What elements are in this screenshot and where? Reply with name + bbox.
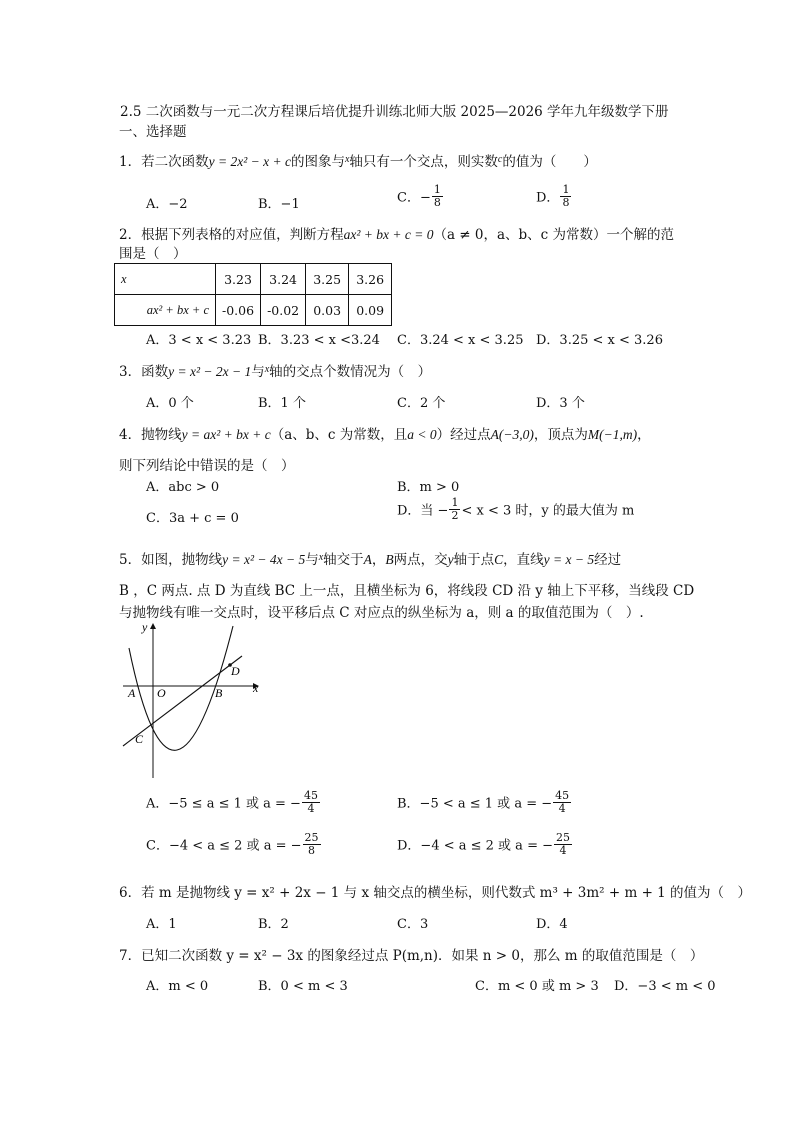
q1-option-d: D． $\frac{1}{8}$ xyxy=(536,183,570,209)
q1-option-a: A．−2 xyxy=(146,197,188,212)
q6-option-a: A．1 xyxy=(146,917,177,932)
table-cell: 3.26 xyxy=(349,264,392,295)
value-table xyxy=(114,263,392,326)
table-cell: 3.24 xyxy=(261,264,306,295)
q5-option-a: A．−5 ≤ a ≤ 1 或 a = − $\frac{45}{4}$ xyxy=(146,789,318,815)
question-5-stem-line2: B ，C 两点. 点 D 为直线 BC 上一点，且横坐标为 6，将线段 CD 沿 y 轴上下平移，当线段 CD xyxy=(119,583,695,599)
y-axis-label: y xyxy=(142,620,148,634)
q6-option-d: D．4 xyxy=(536,917,568,932)
q1-option-c: C．− $\frac{1}{8}$ xyxy=(397,183,441,209)
q4-option-d: D．当 − $\frac{1}{2}$ < x < 3 时，y 的最大值为 m xyxy=(397,496,635,522)
question-5-stem-line1: 5．如图，抛物线y = x² − 4x − 5与$^x$轴交于A，B两点，交y轴于点C，直线y = x − 5经过 xyxy=(119,552,622,568)
table-cell: -0.06 xyxy=(216,295,261,326)
question-4-stem-line2: 则下列结论中错误的是（ ） xyxy=(119,458,295,474)
q3-option-b: B．1 个 xyxy=(258,396,306,411)
origin-label: O xyxy=(157,686,166,700)
q3-option-d: D．3 个 xyxy=(536,396,585,411)
q5-option-c: C．−4 < a ≤ 2 或 a = − $\frac{25}{8}$ xyxy=(146,831,319,857)
question-7-stem: 7．已知二次函数 y = x² − 3x 的图象经过点 P(m,n)．如果 n > 0，那么 m 的取值范围是（ ） xyxy=(119,948,704,964)
table-header-expr: ax² + bx + c xyxy=(115,295,216,326)
table-cell: 3.25 xyxy=(306,264,349,295)
q4-option-c: C．3a + c = 0 xyxy=(146,511,239,526)
q6-option-b: B．2 xyxy=(258,917,289,932)
q7-option-a: A．m < 0 xyxy=(146,979,209,994)
q2-option-d: D．3.25 < x < 3.26 xyxy=(536,333,663,348)
question-3-stem: 3．函数y = x² − 2x − 1与$^x$轴的交点个数情况为（ ） xyxy=(119,364,432,380)
table-cell: 0.03 xyxy=(306,295,349,326)
q5-option-b: B．−5 < a ≤ 1 或 a = − $\frac{45}{4}$ xyxy=(397,789,570,815)
question-6-stem: 6．若 m 是抛物线 y = x² + 2x − 1 与 x 轴交点的横坐标，则代数式 m³ + 3m² + m + 1 的值为（ ） xyxy=(119,885,752,901)
q7-option-b: B．0 < m < 3 xyxy=(258,979,348,994)
question-5-stem-line3: 与抛物线有唯一交点时，设平移后点 C 对应点的纵坐标为 a，则 a 的取值范围为（ ）. xyxy=(119,605,644,621)
question-1-stem: 1．若二次函数y = 2x² − x + c的图象与$^x$轴只有一个交点，则实数$^c$的值为（ ） xyxy=(119,154,597,170)
q7-option-c: C．m < 0 或 m > 3 xyxy=(475,979,599,994)
section-heading: 一、选择题 xyxy=(119,124,187,140)
q6-option-c: C．3 xyxy=(397,917,429,932)
q4-option-b: B．m > 0 xyxy=(397,480,460,495)
q5-option-d: D．−4 < a ≤ 2 或 a = − $\frac{25}{4}$ xyxy=(397,831,570,857)
q4-option-a: A．abc > 0 xyxy=(146,480,220,495)
table-cell: 3.23 xyxy=(216,264,261,295)
point-d-label: D xyxy=(231,664,240,678)
q2-option-a: A．3 < x < 3.23 xyxy=(146,333,252,348)
question-4-stem-line1: 4．抛物线y = ax² + bx + c（a、b、c 为常数，且a < 0）经过点A(−3,0)，顶点为M(−1,m)， xyxy=(119,427,651,443)
table-cell: -0.02 xyxy=(261,295,306,326)
q7-option-d: D．−3 < m < 0 xyxy=(614,979,716,994)
point-c-label: C xyxy=(135,732,144,746)
table-row xyxy=(115,264,392,295)
parabola-figure xyxy=(118,618,278,783)
q3-option-c: C．2 个 xyxy=(397,396,446,411)
x-axis-label: x xyxy=(253,681,259,695)
table-cell: 0.09 xyxy=(349,295,392,326)
q2-option-c: C．3.24 < x < 3.25 xyxy=(397,333,524,348)
q3-option-a: A．0 个 xyxy=(146,396,194,411)
table-header-x: x xyxy=(115,264,216,295)
table-row xyxy=(115,295,392,326)
question-2-stem-line2: 围是（ ） xyxy=(119,246,187,262)
document-title: 2.5 二次函数与一元二次方程课后培优提升训练北师大版 2025—2026 学年九年级数学下册 xyxy=(120,104,669,120)
point-a-label: A xyxy=(128,686,136,700)
point-b-label: B xyxy=(215,686,223,700)
q1-option-b: B．−1 xyxy=(258,197,300,212)
q2-option-b: B．3.23 < x <3.24 xyxy=(258,333,380,348)
question-2-stem-line1: 2．根据下列表格的对应值，判断方程ax² + bx + c = 0（a ≠ 0，a、b、c 为常数）一个解的范 xyxy=(119,227,675,243)
